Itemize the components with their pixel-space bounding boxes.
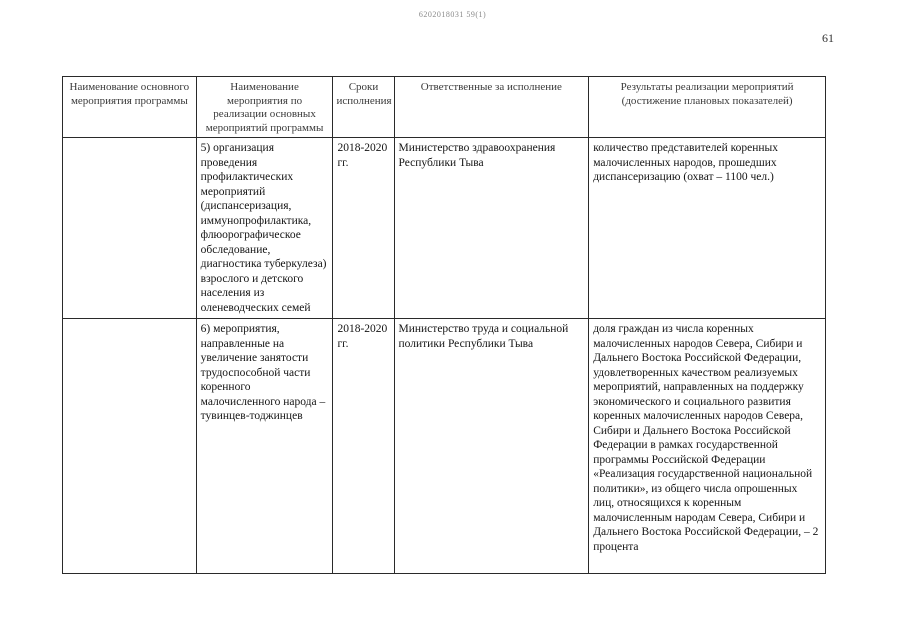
- cell-main-activity: [63, 138, 197, 319]
- cell-responsible: Министерство труда и социальной политики Республики Тыва: [394, 319, 589, 574]
- cell-result: доля граждан из числа коренных малочисленных народов Севера, Сибири и Дальнего Востока Российской Федерации, удовлетворенных качеством реализуемых мероприятий, направленных на поддержку экономического и социального развития коренных малочисленных народов Севера, Сибири и Дальнего Востока Российской Федерации в рамках государственной программы Российской Федерации «Реализация государственной национальной политики», из общего числа опрошенных лиц, относящихся к коренным малочисленным народам Севера, Сибири и Дальнего Востока Российской Федерации, – 2 процента: [589, 319, 826, 574]
- header-responsible: Ответственные за исполнение: [394, 77, 589, 138]
- table-row: [63, 138, 826, 319]
- header-activity: Наименование мероприятия по реализации основных мероприятий программы: [196, 77, 333, 138]
- cell-responsible: Министерство здравоохранения Республики Тыва: [394, 138, 589, 319]
- cell-term: 2018-2020 гг.: [333, 319, 394, 574]
- page-number: 61: [822, 31, 834, 45]
- cell-term: 2018-2020 гг.: [333, 138, 394, 319]
- header-results: Результаты реализации мероприятий (достижение плановых показателей): [589, 77, 826, 138]
- cell-activity: 5) организация проведения профилактических мероприятий (диспансеризация, иммунопрофилактика, флюорографическое обследование, диагностика туберкулеза) взрослого и детского населения из оленеводческих семей: [196, 138, 333, 319]
- document-id: 6202018031 59(1): [418, 10, 487, 19]
- cell-activity: 6) мероприятия, направленные на увеличение занятости трудоспособной части коренного малочисленного народа – тувинцев-тоджинцев: [196, 319, 333, 574]
- cell-result: количество представителей коренных малочисленных народов, прошедших диспансеризацию (охват – 1100 чел.): [589, 138, 826, 319]
- header-main-activity: Наименование основного мероприятия программы: [63, 77, 197, 138]
- activities-table: [62, 76, 826, 574]
- cell-main-activity: [63, 319, 197, 574]
- table-row: [63, 319, 826, 574]
- header-term: Сроки исполнения: [333, 77, 394, 138]
- table-header-row: [63, 77, 826, 138]
